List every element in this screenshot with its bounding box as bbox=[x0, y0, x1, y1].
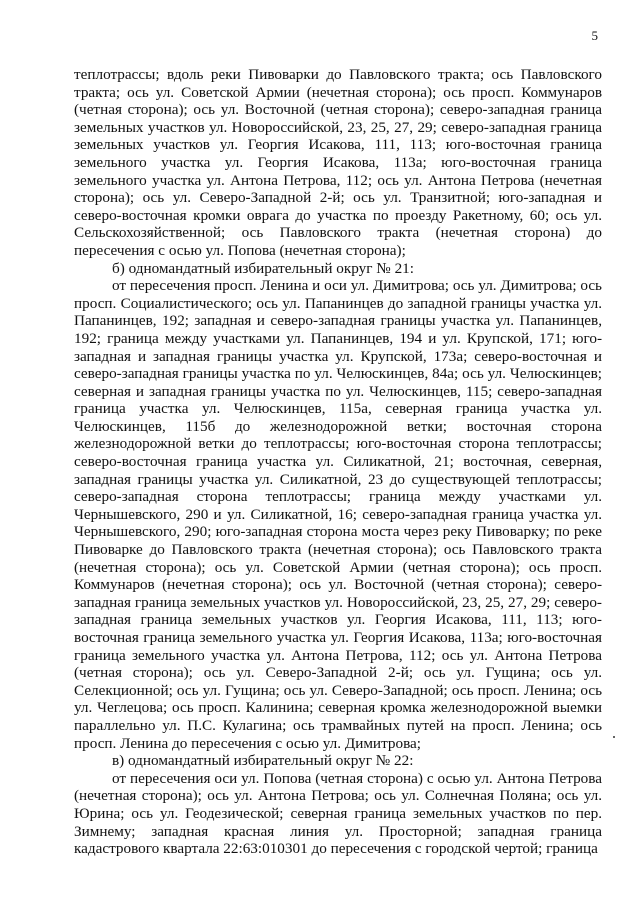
heading-district-21: б) одномандатный избирательный округ № 21: bbox=[112, 259, 414, 277]
paragraph-district-22: от пересечения оси ул. Попова (четная сторона) с осью ул. Антона Петрова (нечетная сторона); ось ул. Антона Петрова; ось ул. Солнечная Поляна; ось ул. Юрина; ось ул. Геодезической; северная граница земельных участков по пер. Зимнему; западная красная линия ул. Просторной; западная граница кадастрового квартала 22:63:010301 до пересечения с городской чертой; граница bbox=[74, 769, 602, 858]
page-number: 5 bbox=[591, 28, 598, 43]
scan-speck bbox=[613, 736, 615, 738]
heading-district-22: в) одномандатный избирательный округ № 22: bbox=[112, 752, 414, 770]
document-body bbox=[74, 66, 602, 858]
paragraph-district-21: от пересечения просп. Ленина и оси ул. Димитрова; ось ул. Димитрова; ось просп. Социалистического; ось ул. Папанинцев до западной границы участка ул. Папанинцев, 192; западная и северо-западная границы участка ул. Папанинцев, 192; граница между участками ул. Папанинцев, 194 и ул. Крупской, 171; юго-западная и западная границы участка ул. Крупской, 173а; северо-восточная и северо-западная границы участка по ул. Челюскинцев, 84а; ось ул. Челюскинцев; северная и западная границы участка по ул. Челюскинцев, 115; северо-западная граница участка ул. Челюскинцев, 115а, северная граница участка ул. Челюскинцев, 115б до железнодорожной ветки; восточная сторона железнодорожной ветки до теплотрассы; юго-восточная сторона теплотрассы; северо-восточная граница участка ул. Силикатной, 21; восточная, северная, западная границы участка ул. Силикатной, 23 до существующей теплотрассы; северо-западная сторона теплотрассы; граница между участками ул. Чернышевского, 290 и ул. Силикатной, 16; северо-западная граница участка ул. Чернышевского, 290; юго-западная сторона моста через реку Пивоварку; по реке Пивоварке до Павловского тракта (нечетная сторона); ось Павловского тракта (нечетная сторона); ось ул. Советской Армии (четная сторона); ось просп. Коммунаров (нечетная сторона); ось ул. Восточной (четная сторона); северо-западная граница земельных участков ул. Новороссийской, 23, 25, 27, 29; северо-западная граница земельных участков ул. Георгия Исакова, 111, 113; юго-восточная граница земельного участка ул. Георгия Исакова, 113а; юго-восточная граница земельного участка ул. Антона Петрова, 112; ось ул. Антона Петрова (четная сторона); ось ул. Северо-Западной 2-й; ось ул. Гущина; ось ул. Селекционной; ось ул. Гущина; ось ул. Северо-Западной; ось просп. Ленина; ось ул. Чеглецова; ось просп. Калинина; северная кромка железнодорожной выемки параллельно ул. П.С. Кулагина; ось трамвайных путей на просп. Ленина; ось просп. Ленина до пересечения с осью ул. Димитрова; bbox=[74, 277, 602, 752]
paragraph-district-20-continuation: теплотрассы; вдоль реки Пивоварки до Павловского тракта; ось Павловского тракта; ось ул. Советской Армии (нечетная сторона); ось просп. Коммунаров (четная сторона); ось ул. Восточной (четная сторона); северо-западная граница земельных участков ул. Новороссийской, 23, 25, 27, 29; северо-западная граница земельных участков ул. Георгия Исакова, 111, 113; юго-восточная граница земельного участка ул. Георгия Исакова, 113а; юго-восточная граница земельного участка ул. Антона Петрова, 112; ось ул. Антона Петрова (нечетная сторона); ось ул. Северо-Западной 2-й; ось ул. Транзитной; юго-западная и северо-восточная кромки оврага до участка по проезду Ракетному, 60; ось ул. Сельскохозяйственной; ось Павловского тракта (нечетная сторона) до пересечения с осью ул. Попова (нечетная сторона); bbox=[74, 66, 602, 259]
